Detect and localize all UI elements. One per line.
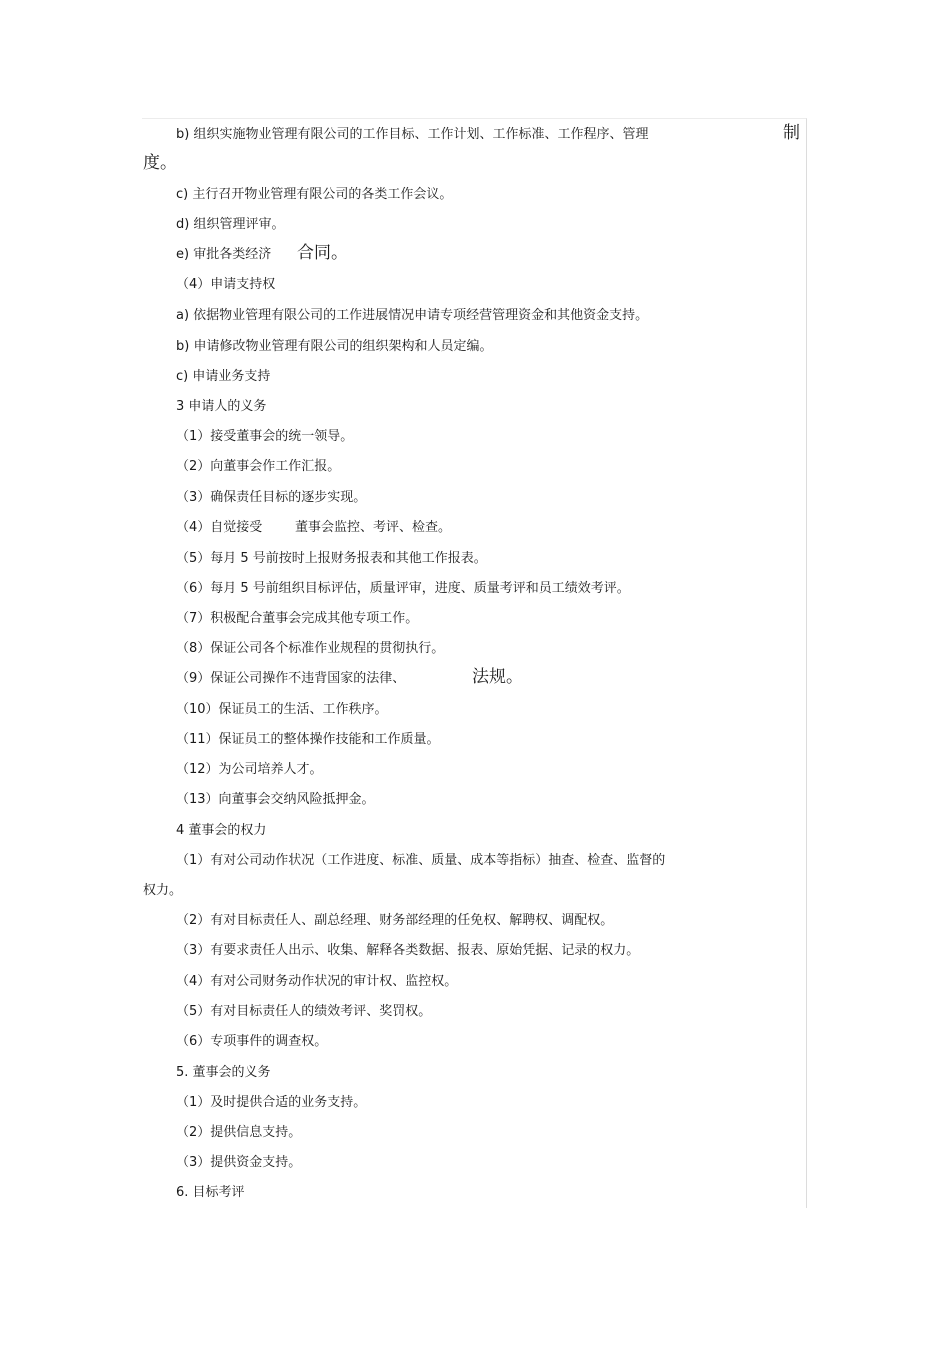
text-line: b) 申请修改物业管理有限公司的组织架构和人员定编。	[176, 339, 493, 354]
text-line: （12）为公司培养人才。	[176, 762, 323, 777]
text-line: （8）保证公司各个标准作业规程的贯彻执行。	[176, 641, 445, 656]
text-line: （10）保证员工的生活、工作秩序。	[176, 702, 388, 717]
text-line: （9）保证公司操作不违背国家的法律、	[176, 671, 406, 686]
text-line: d) 组织管理评审。	[176, 217, 285, 232]
text-line: （2）提供信息支持。	[176, 1125, 302, 1140]
text-line: （3）提供资金支持。	[176, 1155, 302, 1170]
text-line: e) 审批各类经济	[176, 247, 272, 262]
text-line: （6）每月 5 号前组织目标评估，质量评审，进度、质量考评和员工绩效考评。	[176, 581, 630, 596]
text-line: （6）专项事件的调查权。	[176, 1034, 328, 1049]
text-line: 董事会监控、考评、检查。	[295, 520, 452, 535]
text-line: （1）及时提供合适的业务支持。	[176, 1095, 367, 1110]
text-line: （13）向董事会交纳风险抵押金。	[176, 792, 375, 807]
text-line: （7）积极配合董事会完成其他专项工作。	[176, 611, 419, 626]
section-heading: 5. 董事会的义务	[176, 1065, 271, 1080]
text-line: 制	[783, 123, 800, 143]
text-line: （3）有要求责任人出示、收集、解释各类数据、报表、原始凭据、记录的权力。	[176, 943, 640, 958]
text-line: （5）有对目标责任人的绩效考评、奖罚权。	[176, 1004, 432, 1019]
text-line: 度。	[143, 153, 177, 173]
text-line: 法规。	[472, 667, 523, 687]
text-line: （5）每月 5 号前按时上报财务报表和其他工作报表。	[176, 551, 487, 566]
text-line: b) 组织实施物业管理有限公司的工作目标、工作计划、工作标准、工作程序、管理	[176, 127, 649, 142]
text-line: 权力。	[143, 883, 183, 898]
section-heading: 6. 目标考评	[176, 1185, 245, 1200]
text-line: （11）保证员工的整体操作技能和工作质量。	[176, 732, 440, 747]
text-line: 合同。	[297, 243, 348, 263]
text-line: （2）有对目标责任人、副总经理、财务部经理的任免权、解聘权、调配权。	[176, 913, 614, 928]
text-line: （4）自觉接受	[176, 520, 263, 535]
section-heading: 4 董事会的权力	[176, 823, 267, 838]
text-line: c) 申请业务支持	[176, 369, 271, 384]
text-line: （4）有对公司财务动作状况的审计权、监控权。	[176, 974, 458, 989]
text-line: （1）有对公司动作状况（工作进度、标准、质量、成本等指标）抽查、检查、监督的	[176, 853, 666, 868]
section-heading: 3 申请人的义务	[176, 399, 267, 414]
text-line: a) 依据物业管理有限公司的工作进展情况申请专项经营管理资金和其他资金支持。	[176, 308, 649, 323]
text-line: （3）确保责任目标的逐步实现。	[176, 490, 367, 505]
text-line: （4）申请支持权	[176, 277, 276, 292]
text-line: （1）接受董事会的统一领导。	[176, 429, 354, 444]
text-line: （2）向董事会作工作汇报。	[176, 459, 341, 474]
text-line: c) 主行召开物业管理有限公司的各类工作会议。	[176, 187, 453, 202]
